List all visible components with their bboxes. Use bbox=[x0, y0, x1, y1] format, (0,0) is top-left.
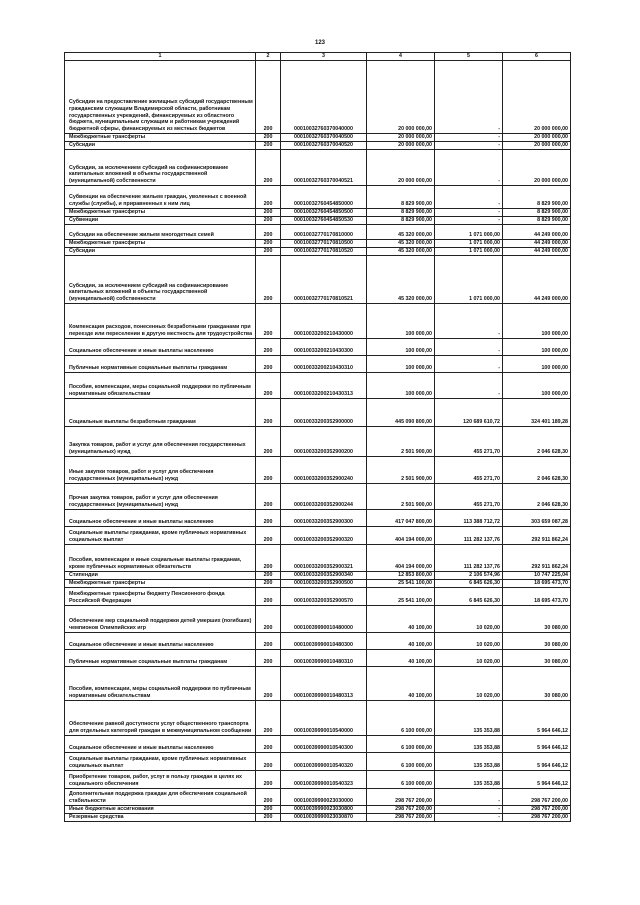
row-remaining-value-cell: 30 080,00 bbox=[503, 633, 571, 650]
table-row bbox=[65, 304, 571, 339]
row-code-cell: 200 bbox=[256, 304, 281, 339]
row-name-cell: Пособия, компенсации и иные социальные выплаты гражданам, кроме публичных нормативных обязательств bbox=[65, 545, 256, 572]
row-code-cell: 200 bbox=[256, 134, 281, 142]
row-remaining-value-cell: 44 249 000,00 bbox=[503, 225, 571, 240]
table-row bbox=[65, 789, 571, 806]
row-approved-value-cell: 100 000,00 bbox=[367, 356, 435, 373]
row-approved-value-cell: 6 100 000,00 bbox=[367, 701, 435, 736]
row-kbk-cell: 00010039990010480000 bbox=[281, 606, 367, 633]
row-approved-value-cell: 100 000,00 bbox=[367, 304, 435, 339]
row-remaining-value-cell: 2 046 628,30 bbox=[503, 457, 571, 484]
row-approved-value-cell: 298 767 200,00 bbox=[367, 806, 435, 814]
row-name-cell: Прочая закупка товаров, работ и услуг для обеспечения государственных (муниципальных) нужд bbox=[65, 484, 256, 510]
row-approved-value-cell: 8 829 900,00 bbox=[367, 209, 435, 217]
row-approved-value-cell: 40 100,00 bbox=[367, 650, 435, 667]
row-name-cell: Социальное обеспечение и иные выплаты населению bbox=[65, 339, 256, 356]
row-approved-value-cell: 404 194 000,00 bbox=[367, 545, 435, 572]
row-name-cell: Субвенции bbox=[65, 217, 256, 225]
row-executed-value-cell: - bbox=[435, 142, 503, 150]
row-name-cell: Иные бюджетные ассигнования bbox=[65, 806, 256, 814]
row-name-cell: Резервные средства bbox=[65, 814, 256, 822]
row-code-cell: 200 bbox=[256, 753, 281, 771]
row-executed-value-cell: - bbox=[435, 61, 503, 134]
row-code-cell: 200 bbox=[256, 427, 281, 457]
row-code-cell: 200 bbox=[256, 217, 281, 225]
row-approved-value-cell: 8 829 900,00 bbox=[367, 217, 435, 225]
row-remaining-value-cell: 20 000 000,00 bbox=[503, 142, 571, 150]
table-row bbox=[65, 142, 571, 150]
table-row bbox=[65, 753, 571, 771]
table-row bbox=[65, 736, 571, 753]
row-remaining-value-cell: 5 964 646,12 bbox=[503, 701, 571, 736]
row-executed-value-cell: - bbox=[435, 150, 503, 186]
row-kbk-cell: 00010032760454850000 bbox=[281, 186, 367, 209]
row-executed-value-cell: 111 282 137,76 bbox=[435, 527, 503, 545]
row-executed-value-cell: 2 106 574,96 bbox=[435, 572, 503, 580]
row-executed-value-cell: 1 071 000,00 bbox=[435, 225, 503, 240]
row-remaining-value-cell: 44 249 000,00 bbox=[503, 240, 571, 248]
row-code-cell: 200 bbox=[256, 701, 281, 736]
row-approved-value-cell: 100 000,00 bbox=[367, 339, 435, 356]
row-executed-value-cell: - bbox=[435, 186, 503, 209]
row-name-cell: Субсидии bbox=[65, 248, 256, 256]
row-name-cell: Межбюджетные трансферты бюджету Пенсионного фонда Российской Федерации bbox=[65, 588, 256, 606]
header-row bbox=[65, 53, 571, 61]
row-kbk-cell: 00010032760370040000 bbox=[281, 61, 367, 134]
table-row bbox=[65, 373, 571, 399]
row-kbk-cell: 00010032770170810521 bbox=[281, 256, 367, 304]
row-code-cell: 200 bbox=[256, 588, 281, 606]
row-approved-value-cell: 20 000 000,00 bbox=[367, 142, 435, 150]
row-executed-value-cell: 455 271,70 bbox=[435, 484, 503, 510]
row-approved-value-cell: 20 000 000,00 bbox=[367, 150, 435, 186]
row-remaining-value-cell: 100 000,00 bbox=[503, 304, 571, 339]
row-remaining-value-cell: 2 046 628,30 bbox=[503, 484, 571, 510]
row-code-cell: 200 bbox=[256, 209, 281, 217]
row-kbk-cell: 00010039990010540300 bbox=[281, 736, 367, 753]
row-code-cell: 200 bbox=[256, 736, 281, 753]
row-remaining-value-cell: 5 964 646,12 bbox=[503, 753, 571, 771]
row-approved-value-cell: 2 501 900,00 bbox=[367, 457, 435, 484]
row-approved-value-cell: 2 501 900,00 bbox=[367, 484, 435, 510]
table-row bbox=[65, 61, 571, 134]
row-executed-value-cell: - bbox=[435, 356, 503, 373]
row-kbk-cell: 00010032760370040520 bbox=[281, 142, 367, 150]
row-approved-value-cell: 417 047 800,00 bbox=[367, 510, 435, 527]
row-executed-value-cell: - bbox=[435, 789, 503, 806]
row-remaining-value-cell: 18 695 473,70 bbox=[503, 588, 571, 606]
row-remaining-value-cell: 30 080,00 bbox=[503, 667, 571, 701]
row-kbk-cell: 00010039990010540320 bbox=[281, 753, 367, 771]
row-approved-value-cell: 298 767 200,00 bbox=[367, 789, 435, 806]
row-executed-value-cell: 120 689 610,72 bbox=[435, 399, 503, 427]
row-approved-value-cell: 6 100 000,00 bbox=[367, 736, 435, 753]
row-executed-value-cell: - bbox=[435, 217, 503, 225]
row-name-cell: Приобретение товаров, работ, услуг в пользу граждан в целях их социального обеспечения bbox=[65, 771, 256, 789]
row-executed-value-cell: 455 271,70 bbox=[435, 457, 503, 484]
row-name-cell: Межбюджетные трансферты bbox=[65, 209, 256, 217]
row-remaining-value-cell: 100 000,00 bbox=[503, 339, 571, 356]
page-number: 123 bbox=[314, 40, 325, 46]
row-name-cell: Иные закупки товаров, работ и услуг для обеспечения государственных (муниципальных) нужд bbox=[65, 457, 256, 484]
table-row bbox=[65, 457, 571, 484]
row-code-cell: 200 bbox=[256, 61, 281, 134]
row-approved-value-cell: 40 100,00 bbox=[367, 606, 435, 633]
row-kbk-cell: 00010039990010480313 bbox=[281, 667, 367, 701]
row-kbk-cell: 00010032770170810520 bbox=[281, 248, 367, 256]
row-name-cell: Компенсация расходов, понесенных безработными гражданами при переезде или переселении в другую местность для трудоустройства bbox=[65, 304, 256, 339]
row-approved-value-cell: 45 320 000,00 bbox=[367, 225, 435, 240]
row-executed-value-cell: 10 020,00 bbox=[435, 667, 503, 701]
row-remaining-value-cell: 18 695 473,70 bbox=[503, 580, 571, 588]
table-body bbox=[65, 61, 571, 822]
row-name-cell: Субсидии на предоставление жилищных субсидий государственным гражданским служащим Владимирской области, работникам государственных учреждений, финансируемых из областного бюджета, муниципальным служащим и работникам учреждений бюджетной сферы, финансируемых из местных бюджетов bbox=[65, 61, 256, 134]
row-executed-value-cell: 1 071 000,00 bbox=[435, 256, 503, 304]
row-remaining-value-cell: 292 911 862,24 bbox=[503, 545, 571, 572]
row-remaining-value-cell: 10 747 225,04 bbox=[503, 572, 571, 580]
row-approved-value-cell: 6 100 000,00 bbox=[367, 753, 435, 771]
row-approved-value-cell: 100 000,00 bbox=[367, 373, 435, 399]
row-code-cell: 200 bbox=[256, 606, 281, 633]
table-row bbox=[65, 217, 571, 225]
row-approved-value-cell: 40 100,00 bbox=[367, 667, 435, 701]
row-remaining-value-cell: 298 767 200,00 bbox=[503, 814, 571, 822]
row-name-cell: Публичные нормативные социальные выплаты гражданам bbox=[65, 356, 256, 373]
row-executed-value-cell: - bbox=[435, 373, 503, 399]
table-row bbox=[65, 527, 571, 545]
table-row bbox=[65, 806, 571, 814]
row-code-cell: 200 bbox=[256, 399, 281, 427]
row-kbk-cell: 00010039990023030800 bbox=[281, 806, 367, 814]
row-name-cell: Закупка товаров, работ и услуг для обеспечения государственных (муниципальных) нужд bbox=[65, 427, 256, 457]
row-kbk-cell: 00010032770170810000 bbox=[281, 225, 367, 240]
row-kbk-cell: 00010032760370040521 bbox=[281, 150, 367, 186]
row-remaining-value-cell: 44 249 000,00 bbox=[503, 248, 571, 256]
row-approved-value-cell: 445 090 800,00 bbox=[367, 399, 435, 427]
row-code-cell: 200 bbox=[256, 789, 281, 806]
row-remaining-value-cell: 100 000,00 bbox=[503, 356, 571, 373]
row-kbk-cell: 00010039990010540000 bbox=[281, 701, 367, 736]
row-remaining-value-cell: 20 000 000,00 bbox=[503, 61, 571, 134]
table-row bbox=[65, 256, 571, 304]
row-name-cell: Межбюджетные трансферты bbox=[65, 240, 256, 248]
row-remaining-value-cell: 8 829 900,00 bbox=[503, 186, 571, 209]
row-code-cell: 200 bbox=[256, 484, 281, 510]
row-remaining-value-cell: 298 767 200,00 bbox=[503, 806, 571, 814]
row-kbk-cell: 00010039990010480310 bbox=[281, 650, 367, 667]
row-executed-value-cell: 10 020,00 bbox=[435, 606, 503, 633]
row-executed-value-cell: - bbox=[435, 339, 503, 356]
row-name-cell: Обеспечение мер социальной поддержки детей умерших (погибших) чемпионов Олимпийских игр bbox=[65, 606, 256, 633]
table-row bbox=[65, 650, 571, 667]
row-name-cell: Субвенции на обеспечение жильем граждан, уволенных с военной службы (службы), и приравненных к ним лиц bbox=[65, 186, 256, 209]
row-code-cell: 200 bbox=[256, 650, 281, 667]
row-code-cell: 200 bbox=[256, 510, 281, 527]
row-remaining-value-cell: 100 000,00 bbox=[503, 373, 571, 399]
row-executed-value-cell: 10 020,00 bbox=[435, 633, 503, 650]
row-name-cell: Социальное обеспечение и иные выплаты населению bbox=[65, 510, 256, 527]
row-code-cell: 200 bbox=[256, 240, 281, 248]
row-remaining-value-cell: 20 000 000,00 bbox=[503, 134, 571, 142]
row-executed-value-cell: 135 353,88 bbox=[435, 753, 503, 771]
table-row bbox=[65, 580, 571, 588]
row-approved-value-cell: 8 829 900,00 bbox=[367, 186, 435, 209]
row-name-cell: Межбюджетные трансферты bbox=[65, 134, 256, 142]
row-approved-value-cell: 2 501 900,00 bbox=[367, 427, 435, 457]
row-name-cell: Субсидии bbox=[65, 142, 256, 150]
row-name-cell: Пособия, компенсации, меры социальной поддержки по публичным нормативным обязательствам bbox=[65, 373, 256, 399]
row-approved-value-cell: 25 541 100,00 bbox=[367, 580, 435, 588]
row-remaining-value-cell: 5 964 646,12 bbox=[503, 736, 571, 753]
row-kbk-cell: 00010039990010480300 bbox=[281, 633, 367, 650]
row-name-cell: Социальные выплаты безработным гражданам bbox=[65, 399, 256, 427]
row-code-cell: 200 bbox=[256, 142, 281, 150]
row-kbk-cell: 00010039990023030000 bbox=[281, 789, 367, 806]
row-kbk-cell: 00010032770170810500 bbox=[281, 240, 367, 248]
row-code-cell: 200 bbox=[256, 373, 281, 399]
row-name-cell: Пособия, компенсации, меры социальной поддержки по публичным нормативным обязательствам bbox=[65, 667, 256, 701]
table-row bbox=[65, 484, 571, 510]
table-row bbox=[65, 240, 571, 248]
row-kbk-cell: 00010033200352900500 bbox=[281, 580, 367, 588]
table-row bbox=[65, 606, 571, 633]
row-code-cell: 200 bbox=[256, 457, 281, 484]
row-kbk-cell: 00010033200352900300 bbox=[281, 510, 367, 527]
row-name-cell: Субсидии, за исключением субсидий на софинансирование капитальных вложений в объекты государственной (муниципальной) собственности bbox=[65, 150, 256, 186]
row-remaining-value-cell: 298 767 200,00 bbox=[503, 789, 571, 806]
row-remaining-value-cell: 30 080,00 bbox=[503, 650, 571, 667]
table-row bbox=[65, 209, 571, 217]
row-kbk-cell: 00010033200210430313 bbox=[281, 373, 367, 399]
row-code-cell: 200 bbox=[256, 771, 281, 789]
row-kbk-cell: 00010032760454850530 bbox=[281, 217, 367, 225]
row-name-cell: Субсидии, за исключением субсидий на софинансирование капитальных вложений в объекты государственной (муниципальной) собственности bbox=[65, 256, 256, 304]
row-remaining-value-cell: 8 829 900,00 bbox=[503, 209, 571, 217]
row-code-cell: 200 bbox=[256, 356, 281, 373]
row-name-cell: Стипендии bbox=[65, 572, 256, 580]
row-name-cell: Обеспечение равной доступности услуг общественного транспорта для отдельных категорий граждан в межмуниципальном сообщении bbox=[65, 701, 256, 736]
row-name-cell: Социальное обеспечение и иные выплаты населению bbox=[65, 736, 256, 753]
budget-table bbox=[64, 52, 571, 822]
row-executed-value-cell: 1 071 000,00 bbox=[435, 240, 503, 248]
row-executed-value-cell: 113 388 712,72 bbox=[435, 510, 503, 527]
row-approved-value-cell: 45 320 000,00 bbox=[367, 240, 435, 248]
table-row bbox=[65, 667, 571, 701]
row-remaining-value-cell: 303 659 087,28 bbox=[503, 510, 571, 527]
row-executed-value-cell: 455 271,70 bbox=[435, 427, 503, 457]
table-row bbox=[65, 771, 571, 789]
table-row bbox=[65, 339, 571, 356]
row-remaining-value-cell: 20 000 000,00 bbox=[503, 150, 571, 186]
row-code-cell: 200 bbox=[256, 814, 281, 822]
row-executed-value-cell: - bbox=[435, 814, 503, 822]
row-remaining-value-cell: 30 080,00 bbox=[503, 606, 571, 633]
row-approved-value-cell: 45 320 000,00 bbox=[367, 256, 435, 304]
row-kbk-cell: 00010033200210430000 bbox=[281, 304, 367, 339]
row-executed-value-cell: 135 353,88 bbox=[435, 701, 503, 736]
row-executed-value-cell: 111 282 137,76 bbox=[435, 545, 503, 572]
table-row bbox=[65, 134, 571, 142]
row-kbk-cell: 00010032760370040500 bbox=[281, 134, 367, 142]
column-header: 6 bbox=[503, 53, 571, 61]
row-remaining-value-cell: 5 964 646,12 bbox=[503, 771, 571, 789]
row-code-cell: 200 bbox=[256, 667, 281, 701]
row-name-cell: Социальные выплаты гражданам, кроме публичных нормативных социальных выплат bbox=[65, 753, 256, 771]
row-code-cell: 200 bbox=[256, 150, 281, 186]
table-row bbox=[65, 545, 571, 572]
row-kbk-cell: 00010033200210430300 bbox=[281, 339, 367, 356]
row-code-cell: 200 bbox=[256, 527, 281, 545]
column-header: 5 bbox=[435, 53, 503, 61]
row-kbk-cell: 00010033200352900240 bbox=[281, 457, 367, 484]
row-approved-value-cell: 45 320 000,00 bbox=[367, 248, 435, 256]
column-header: 2 bbox=[256, 53, 281, 61]
table-row bbox=[65, 510, 571, 527]
row-kbk-cell: 00010033200210430310 bbox=[281, 356, 367, 373]
row-remaining-value-cell: 44 249 000,00 bbox=[503, 256, 571, 304]
row-approved-value-cell: 6 100 000,00 bbox=[367, 771, 435, 789]
table-row bbox=[65, 572, 571, 580]
table-row bbox=[65, 814, 571, 822]
row-code-cell: 200 bbox=[256, 339, 281, 356]
row-kbk-cell: 00010033200352900570 bbox=[281, 588, 367, 606]
row-code-cell: 200 bbox=[256, 256, 281, 304]
row-kbk-cell: 00010033200352900321 bbox=[281, 545, 367, 572]
row-kbk-cell: 00010033200352900320 bbox=[281, 527, 367, 545]
row-name-cell: Дополнительная поддержка граждан для обеспечения социальной стабильности bbox=[65, 789, 256, 806]
row-remaining-value-cell: 2 046 628,30 bbox=[503, 427, 571, 457]
row-remaining-value-cell: 8 829 900,00 bbox=[503, 217, 571, 225]
row-approved-value-cell: 12 853 800,00 bbox=[367, 572, 435, 580]
row-approved-value-cell: 298 767 200,00 bbox=[367, 814, 435, 822]
table-row bbox=[65, 225, 571, 240]
row-remaining-value-cell: 292 911 862,24 bbox=[503, 527, 571, 545]
row-executed-value-cell: 135 353,88 bbox=[435, 771, 503, 789]
row-code-cell: 200 bbox=[256, 186, 281, 209]
row-approved-value-cell: 20 000 000,00 bbox=[367, 134, 435, 142]
row-executed-value-cell: 135 353,88 bbox=[435, 736, 503, 753]
row-kbk-cell: 00010039990010540323 bbox=[281, 771, 367, 789]
row-name-cell: Публичные нормативные социальные выплаты гражданам bbox=[65, 650, 256, 667]
row-executed-value-cell: - bbox=[435, 304, 503, 339]
row-kbk-cell: 00010033200352900200 bbox=[281, 427, 367, 457]
table-row bbox=[65, 150, 571, 186]
row-executed-value-cell: 6 845 626,30 bbox=[435, 588, 503, 606]
table-row bbox=[65, 427, 571, 457]
row-code-cell: 200 bbox=[256, 225, 281, 240]
row-kbk-cell: 00010039990023030870 bbox=[281, 814, 367, 822]
table-row bbox=[65, 248, 571, 256]
row-approved-value-cell: 404 194 000,00 bbox=[367, 527, 435, 545]
row-approved-value-cell: 25 541 100,00 bbox=[367, 588, 435, 606]
column-header: 3 bbox=[281, 53, 367, 61]
row-code-cell: 200 bbox=[256, 545, 281, 572]
row-name-cell: Субсидии на обеспечение жильем многодетных семей bbox=[65, 225, 256, 240]
table-row bbox=[65, 186, 571, 209]
row-name-cell: Социальное обеспечение и иные выплаты населению bbox=[65, 633, 256, 650]
row-executed-value-cell: 6 845 626,30 bbox=[435, 580, 503, 588]
row-code-cell: 200 bbox=[256, 633, 281, 650]
table-row bbox=[65, 399, 571, 427]
row-remaining-value-cell: 324 401 189,28 bbox=[503, 399, 571, 427]
table-row bbox=[65, 588, 571, 606]
row-executed-value-cell: - bbox=[435, 806, 503, 814]
row-code-cell: 200 bbox=[256, 806, 281, 814]
row-executed-value-cell: 1 071 000,00 bbox=[435, 248, 503, 256]
row-executed-value-cell: 10 020,00 bbox=[435, 650, 503, 667]
row-code-cell: 200 bbox=[256, 580, 281, 588]
column-header: 1 bbox=[65, 53, 256, 61]
table-row bbox=[65, 633, 571, 650]
row-kbk-cell: 00010033200352900244 bbox=[281, 484, 367, 510]
column-header: 4 bbox=[367, 53, 435, 61]
row-kbk-cell: 00010033200352900340 bbox=[281, 572, 367, 580]
row-kbk-cell: 00010032760454850500 bbox=[281, 209, 367, 217]
row-name-cell: Социальные выплаты гражданам, кроме публичных нормативных социальных выплат bbox=[65, 527, 256, 545]
table-row bbox=[65, 356, 571, 373]
table-row bbox=[65, 701, 571, 736]
row-name-cell: Межбюджетные трансферты bbox=[65, 580, 256, 588]
row-approved-value-cell: 20 000 000,00 bbox=[367, 61, 435, 134]
row-code-cell: 200 bbox=[256, 248, 281, 256]
row-executed-value-cell: - bbox=[435, 134, 503, 142]
row-kbk-cell: 00010033200352900000 bbox=[281, 399, 367, 427]
row-code-cell: 200 bbox=[256, 572, 281, 580]
row-executed-value-cell: - bbox=[435, 209, 503, 217]
row-approved-value-cell: 40 100,00 bbox=[367, 633, 435, 650]
